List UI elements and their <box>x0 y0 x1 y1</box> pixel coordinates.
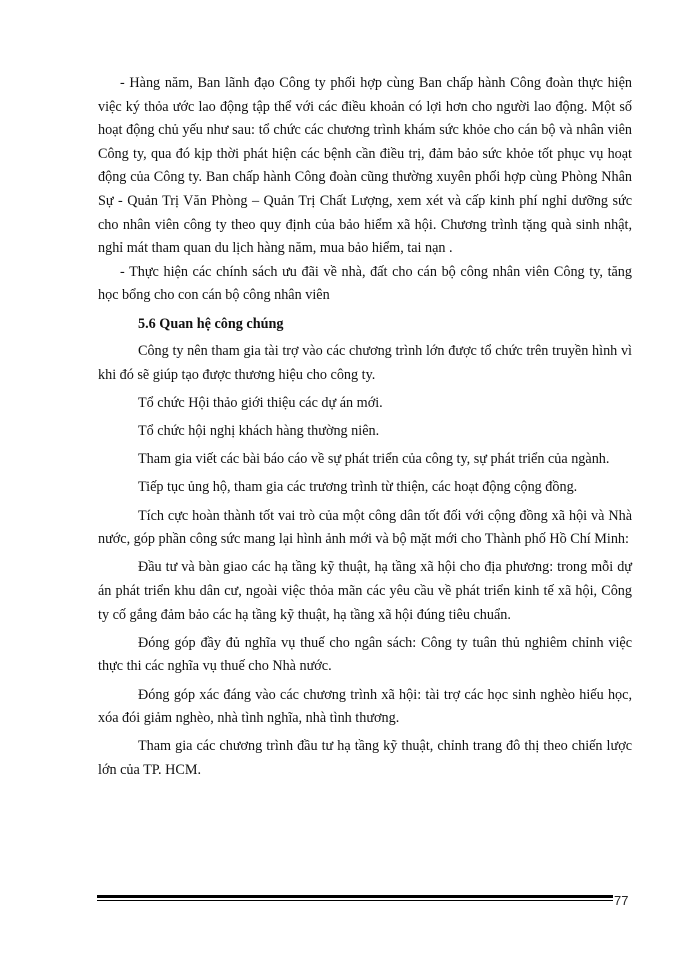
document-body <box>98 72 632 787</box>
paragraph-housing-policy: - Thực hiện các chính sách ưu đãi về nhà, đất cho cán bộ công nhân viên Công ty, tăng học bổng cho con cán bộ công nhân viên <box>98 263 632 304</box>
paragraph-infrastructure-handover: Đầu tư và bàn giao các hạ tầng kỹ thuật, hạ tầng xã hội cho địa phương: trong mỗi dự án phát triển khu dân cư, ngoài việc thỏa mãn các yêu cầu về phát triển kinh tế xã hội, Công ty cố gắng đảm bảo các hạ tầng kỹ thuật, hạ tầng xã hội đúng tiêu chuẩn. <box>98 559 632 623</box>
paragraph-seminar: Tổ chức Hội thảo giới thiệu các dự án mới. <box>138 394 383 411</box>
paragraph-social-programs: Đóng góp xác đáng vào các chương trình xã hội: tài trợ các học sinh nghèo hiếu học, xóa đói giảm nghèo, nhà tình nghĩa, nhà tình thương. <box>98 686 632 727</box>
footer-rule-thick <box>97 895 613 898</box>
paragraph-tv-sponsorship: Công ty nên tham gia tài trợ vào các chương trình lớn được tổ chức trên truyền hình vì khi đó sẽ giúp tạo được thương hiệu cho công ty. <box>98 343 632 383</box>
paragraph-annual-labor-agreement: - Hàng năm, Ban lãnh đạo Công ty phối hợp cùng Ban chấp hành Công đoàn thực hiện việc ký thỏa ước lao động tập thể với các điều khoản có lợi hơn cho người lao động. Một số hoạt động chủ yếu như sau: tổ chức các chương trình khám sức khỏe cho cán bộ và nhân viên Công ty, qua đó kịp thời phát hiện các bệnh cần điều trị, đảm bảo sức khỏe tốt phục vụ hoạt động của Công ty. Ban chấp hành Công đoàn cũng thường xuyên phối hợp cùng Phòng Nhân Sự - Quản Trị Văn Phòng – Quản Trị Chất Lượng, xem xét và cấp kinh phí nghỉ dưỡng sức cho nhân viên công ty theo quy định của bảo hiểm xã hội. Chương trình tặng quà sinh nhật, nghỉ mát tham quan du lịch hàng năm, mua bảo hiểm, tai nạn . <box>98 75 632 257</box>
paragraph-charity: Tiếp tục ủng hộ, tham gia các trương trình từ thiện, các hoạt động cộng đồng. <box>138 479 578 496</box>
section-heading-public-relations: 5.6 Quan hệ công chúng <box>138 315 284 332</box>
paragraph-reports: Tham gia viết các bài báo cáo về sự phát triển của công ty, sự phát triển của ngành. <box>138 451 610 468</box>
page-number: 77 <box>614 893 629 908</box>
paragraph-customer-conference: Tổ chức hội nghị khách hàng thường niên. <box>138 423 380 440</box>
footer-rule <box>97 895 613 901</box>
paragraph-tax-obligations: Đóng góp đầy đủ nghĩa vụ thuế cho ngân sách: Công ty tuân thủ nghiêm chỉnh việc thực thi các nghĩa vụ thuế cho Nhà nước. <box>98 634 632 675</box>
paragraph-urban-investment: Tham gia các chương trình đầu tư hạ tầng kỹ thuật, chỉnh trang đô thị theo chiến lược lớn của TP. HCM. <box>98 738 632 778</box>
paragraph-citizenship: Tích cực hoàn thành tốt vai trò của một công dân tốt đối với cộng đồng xã hội và Nhà nước, góp phần công sức mang lại hình ảnh mới và bộ mặt mới cho Thành phố Hồ Chí Minh: <box>98 507 632 548</box>
footer-rule-thin <box>97 900 613 901</box>
